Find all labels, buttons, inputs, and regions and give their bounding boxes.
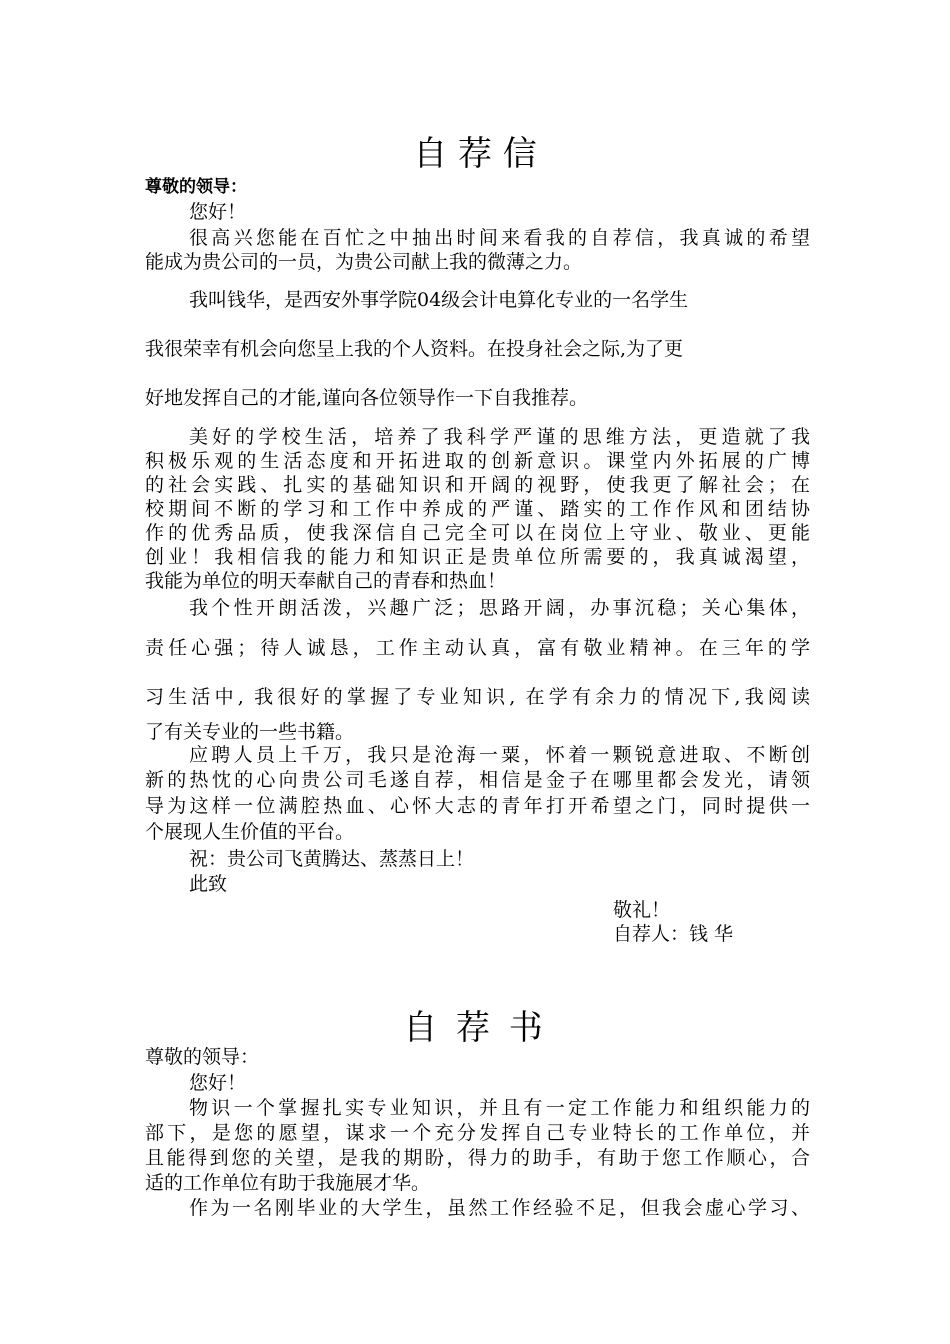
letter1-p1-line: 很高兴您能在百忙之中抽出时间来看我的自荐信，我真诚的希望: [189, 227, 810, 249]
letter1-p5-line: 新的热忱的心向贵公司毛遂自荐，相信是金子在哪里都会发光，请领: [145, 769, 810, 791]
letter2-p1-line: 物识一个掌握扎实专业知识，并且有一定工作能力和组织能力的: [189, 1097, 810, 1119]
letter1-p3-line: 创业！我相信我的能力和知识正是贵单位所需要的，我真诚渴望，: [145, 546, 810, 568]
letter1-p4-line: 责任心强；待人诚恳，工作主动认真，富有敬业精神。在三年的学: [145, 637, 810, 659]
letter1-p2-line: 我叫钱华，是西安外事学院04级会计电算化专业的一名学生: [189, 289, 689, 311]
letter2-greeting: 尊敬的领导：: [145, 1046, 260, 1068]
letter1-greeting: 尊敬的领导：: [145, 177, 247, 197]
letter1-p3-line: 积极乐观的生活态度和开拓进取的创新意识。课堂内外拓展的广博: [145, 450, 810, 472]
letter1-hello: 您好！: [189, 201, 247, 223]
letter1-jingli: 敬礼！: [613, 899, 671, 921]
letter1-p4-line: 了有关专业的一些书籍。: [145, 721, 355, 743]
letter1-signer: 自荐人：钱 华: [613, 923, 734, 945]
letter2-p1-line: 适的工作单位有助于我施展才华。: [145, 1172, 431, 1194]
letter2-p1-line: 部下，是您的愿望，谋求一个充分发挥自己专业特长的工作单位，并: [145, 1122, 810, 1144]
letter1-p3-line: 我能为单位的明天奉献自己的青春和热血！: [145, 570, 507, 592]
letter1-p3-line: 美好的学校生活，培养了我科学严谨的思维方法，更造就了我: [189, 426, 810, 448]
letter1-p5-line: 导为这样一位满腔热血、心怀大志的青年打开希望之门，同时提供一: [145, 795, 810, 817]
letter1-p3-line: 的社会实践、扎实的基础知识和开阔的视野，使我更了解社会；在: [145, 474, 810, 496]
letter1-p5-line: 个展现人生价值的平台。: [145, 821, 355, 843]
letter2-p1-line: 且能得到您的关望，是我的期盼，得力的助手，有助于您工作顺心，合: [145, 1147, 810, 1169]
letter2-hello: 您好！: [189, 1072, 247, 1094]
letter1-p2-line: 好地发挥自己的才能,谨向各位领导作一下自我推荐。: [145, 387, 589, 409]
letter1-title: 自 荐 信: [413, 134, 537, 174]
letter1-p4-line: 我个性开朗活泼，兴趣广泛；思路开阔，办事沉稳；关心集体，: [189, 597, 810, 619]
letter1-wish: 祝：贵公司飞黄腾达、蒸蒸日上！: [189, 848, 475, 870]
letter1-zhizhi: 此致: [189, 873, 228, 895]
letter1-p4-line: 习生活中, 我很好的掌握了专业知识, 在学有余力的情况下,我阅读: [145, 686, 810, 708]
letter2-p2-line: 作为一名刚毕业的大学生，虽然工作经验不足，但我会虚心学习、: [189, 1197, 810, 1219]
letter2-title: 自 荐 书: [403, 1008, 547, 1048]
letter1-p3-line: 作的优秀品质，使我深信自己完全可以在岗位上守业、敬业、更能: [145, 522, 810, 544]
letter1-p5-line: 应聘人员上千万，我只是沧海一粟，怀着一颗锐意进取、不断创: [189, 744, 810, 766]
letter1-p1-line: 能成为贵公司的一员，为贵公司献上我的微薄之力。: [145, 251, 583, 273]
letter1-p3-line: 校期间不断的学习和工作中养成的严谨、踏实的工作作风和团结协: [145, 498, 810, 520]
letter1-p2-line: 我很荣幸有机会向您呈上我的个人资料。在投身社会之际,为了更: [145, 338, 684, 360]
